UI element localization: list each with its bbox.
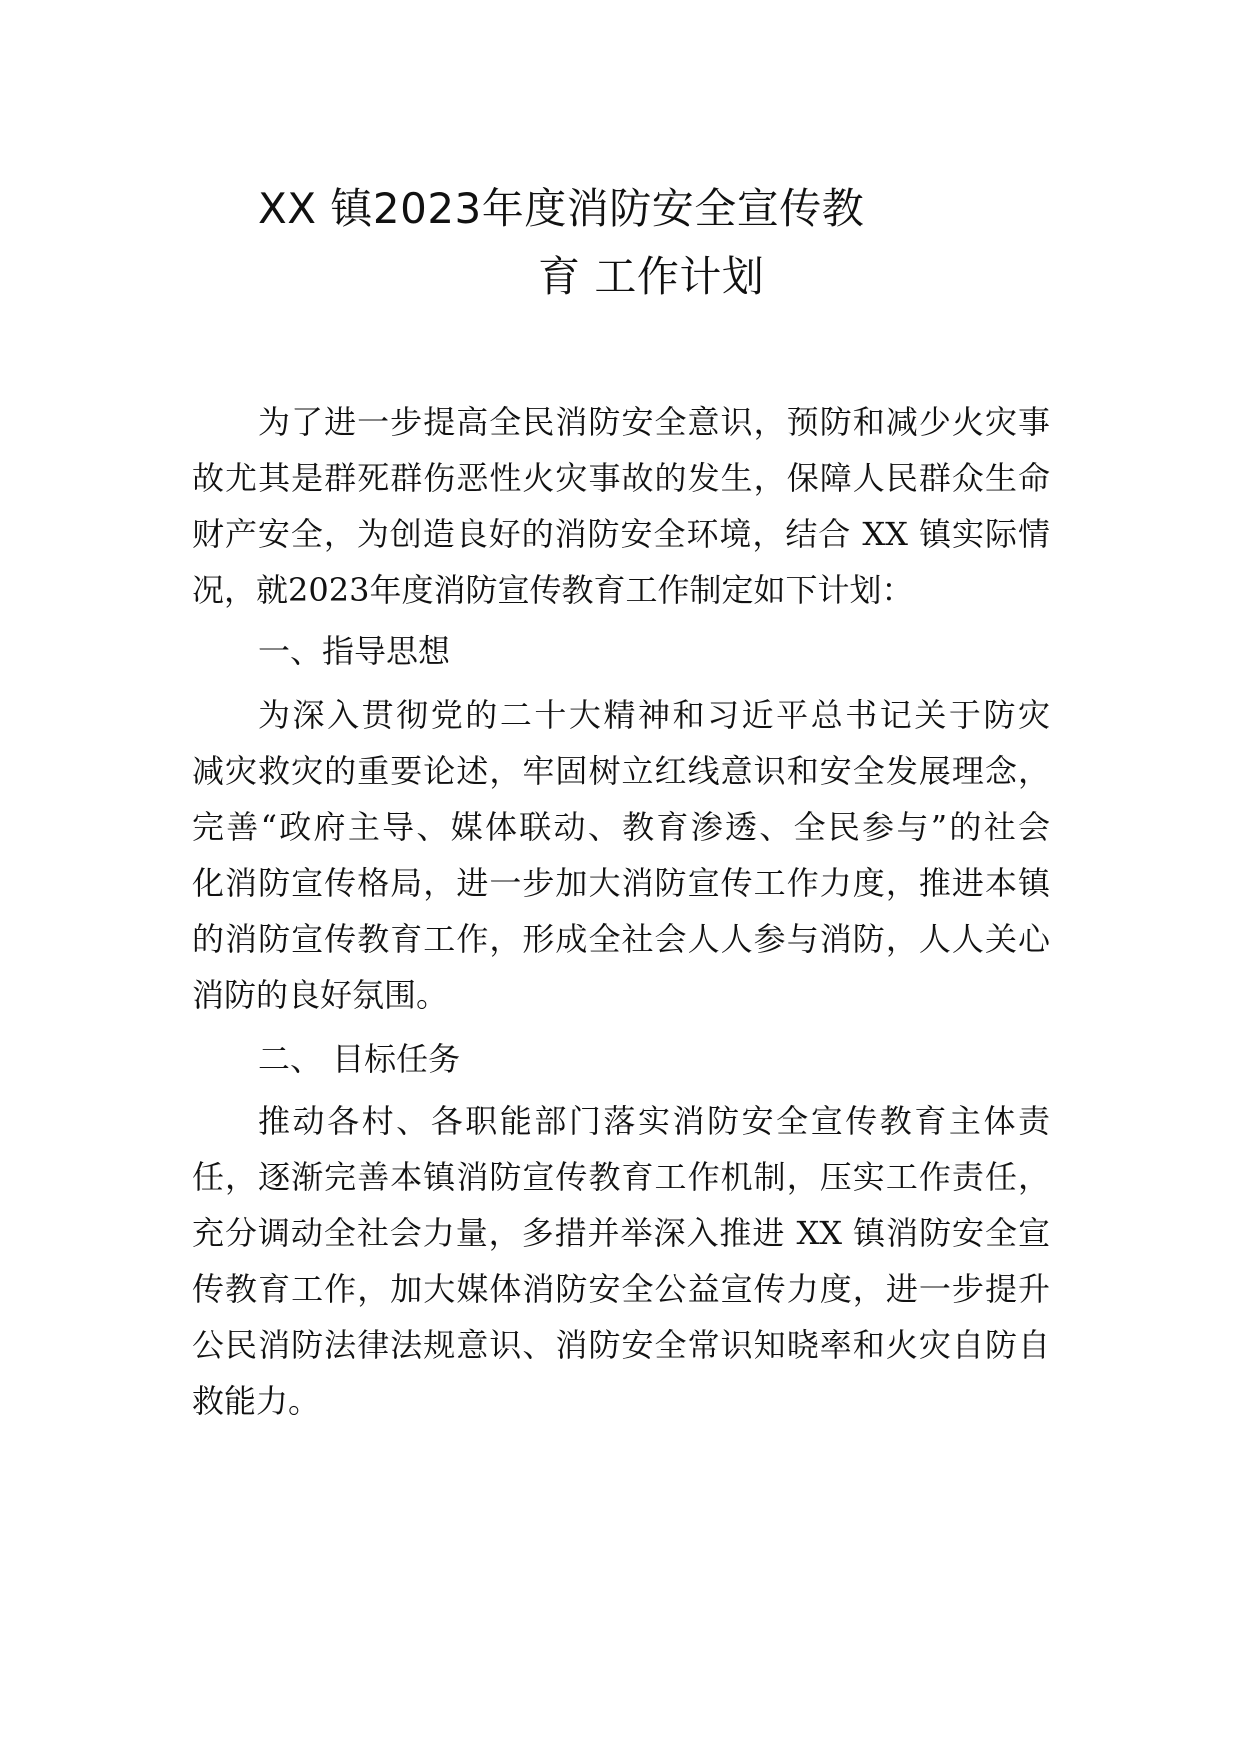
section2-paragraph-line: 传教育工作，加大媒体消防安全公益宣传力度，进一步提升 [192, 1270, 1050, 1308]
section-heading-goals-tasks: 二、 目标任务 [258, 1040, 461, 1078]
intro-paragraph-line: 况，就2023年度消防宣传教育工作制定如下计划： [192, 571, 914, 609]
section1-paragraph-line: 为深入贯彻党的二十大精神和习近平总书记关于防灾 [258, 696, 1050, 734]
section2-paragraph-line: 公民消防法律法规意识、消防安全常识知晓率和火灾自防自 [192, 1326, 1050, 1364]
section2-paragraph-line: 推动各村、各职能部门落实消防安全宣传教育主体责 [258, 1102, 1050, 1140]
intro-paragraph-line: 故尤其是群死群伤恶性火灾事故的发生，保障人民群众生命 [192, 459, 1050, 497]
intro-paragraph-line: 财产安全，为创造良好的消防安全环境，结合 XX 镇实际情 [192, 515, 1050, 553]
section1-paragraph-line: 消防的良好氛围。 [192, 976, 449, 1014]
section2-paragraph-line: 救能力。 [192, 1382, 321, 1420]
section1-paragraph-line: 完善“政府主导、媒体联动、教育渗透、全民参与”的社会 [192, 808, 1050, 846]
section2-paragraph-line: 任，逐渐完善本镇消防宣传教育工作机制，压实工作责任， [192, 1158, 1050, 1196]
section-heading-guiding-ideology: 一、指导思想 [258, 632, 451, 670]
section1-paragraph-line: 的消防宣传教育工作，形成全社会人人参与消防，人人关心 [192, 920, 1050, 958]
section1-paragraph-line: 化消防宣传格局，进一步加大消防宣传工作力度，推进本镇 [192, 864, 1050, 902]
section1-paragraph-line: 减灾救灾的重要论述，牢固树立红线意识和安全发展理念， [192, 752, 1050, 790]
document-title-line-2: 育 工作计划 [538, 252, 765, 301]
document-title-line-1: XX 镇2023年度消防安全宣传教 [258, 184, 865, 233]
intro-paragraph-line: 为了进一步提高全民消防安全意识，预防和减少火灾事 [258, 403, 1050, 441]
section2-paragraph-line: 充分调动全社会力量，多措并举深入推进 XX 镇消防安全宣 [192, 1214, 1050, 1252]
